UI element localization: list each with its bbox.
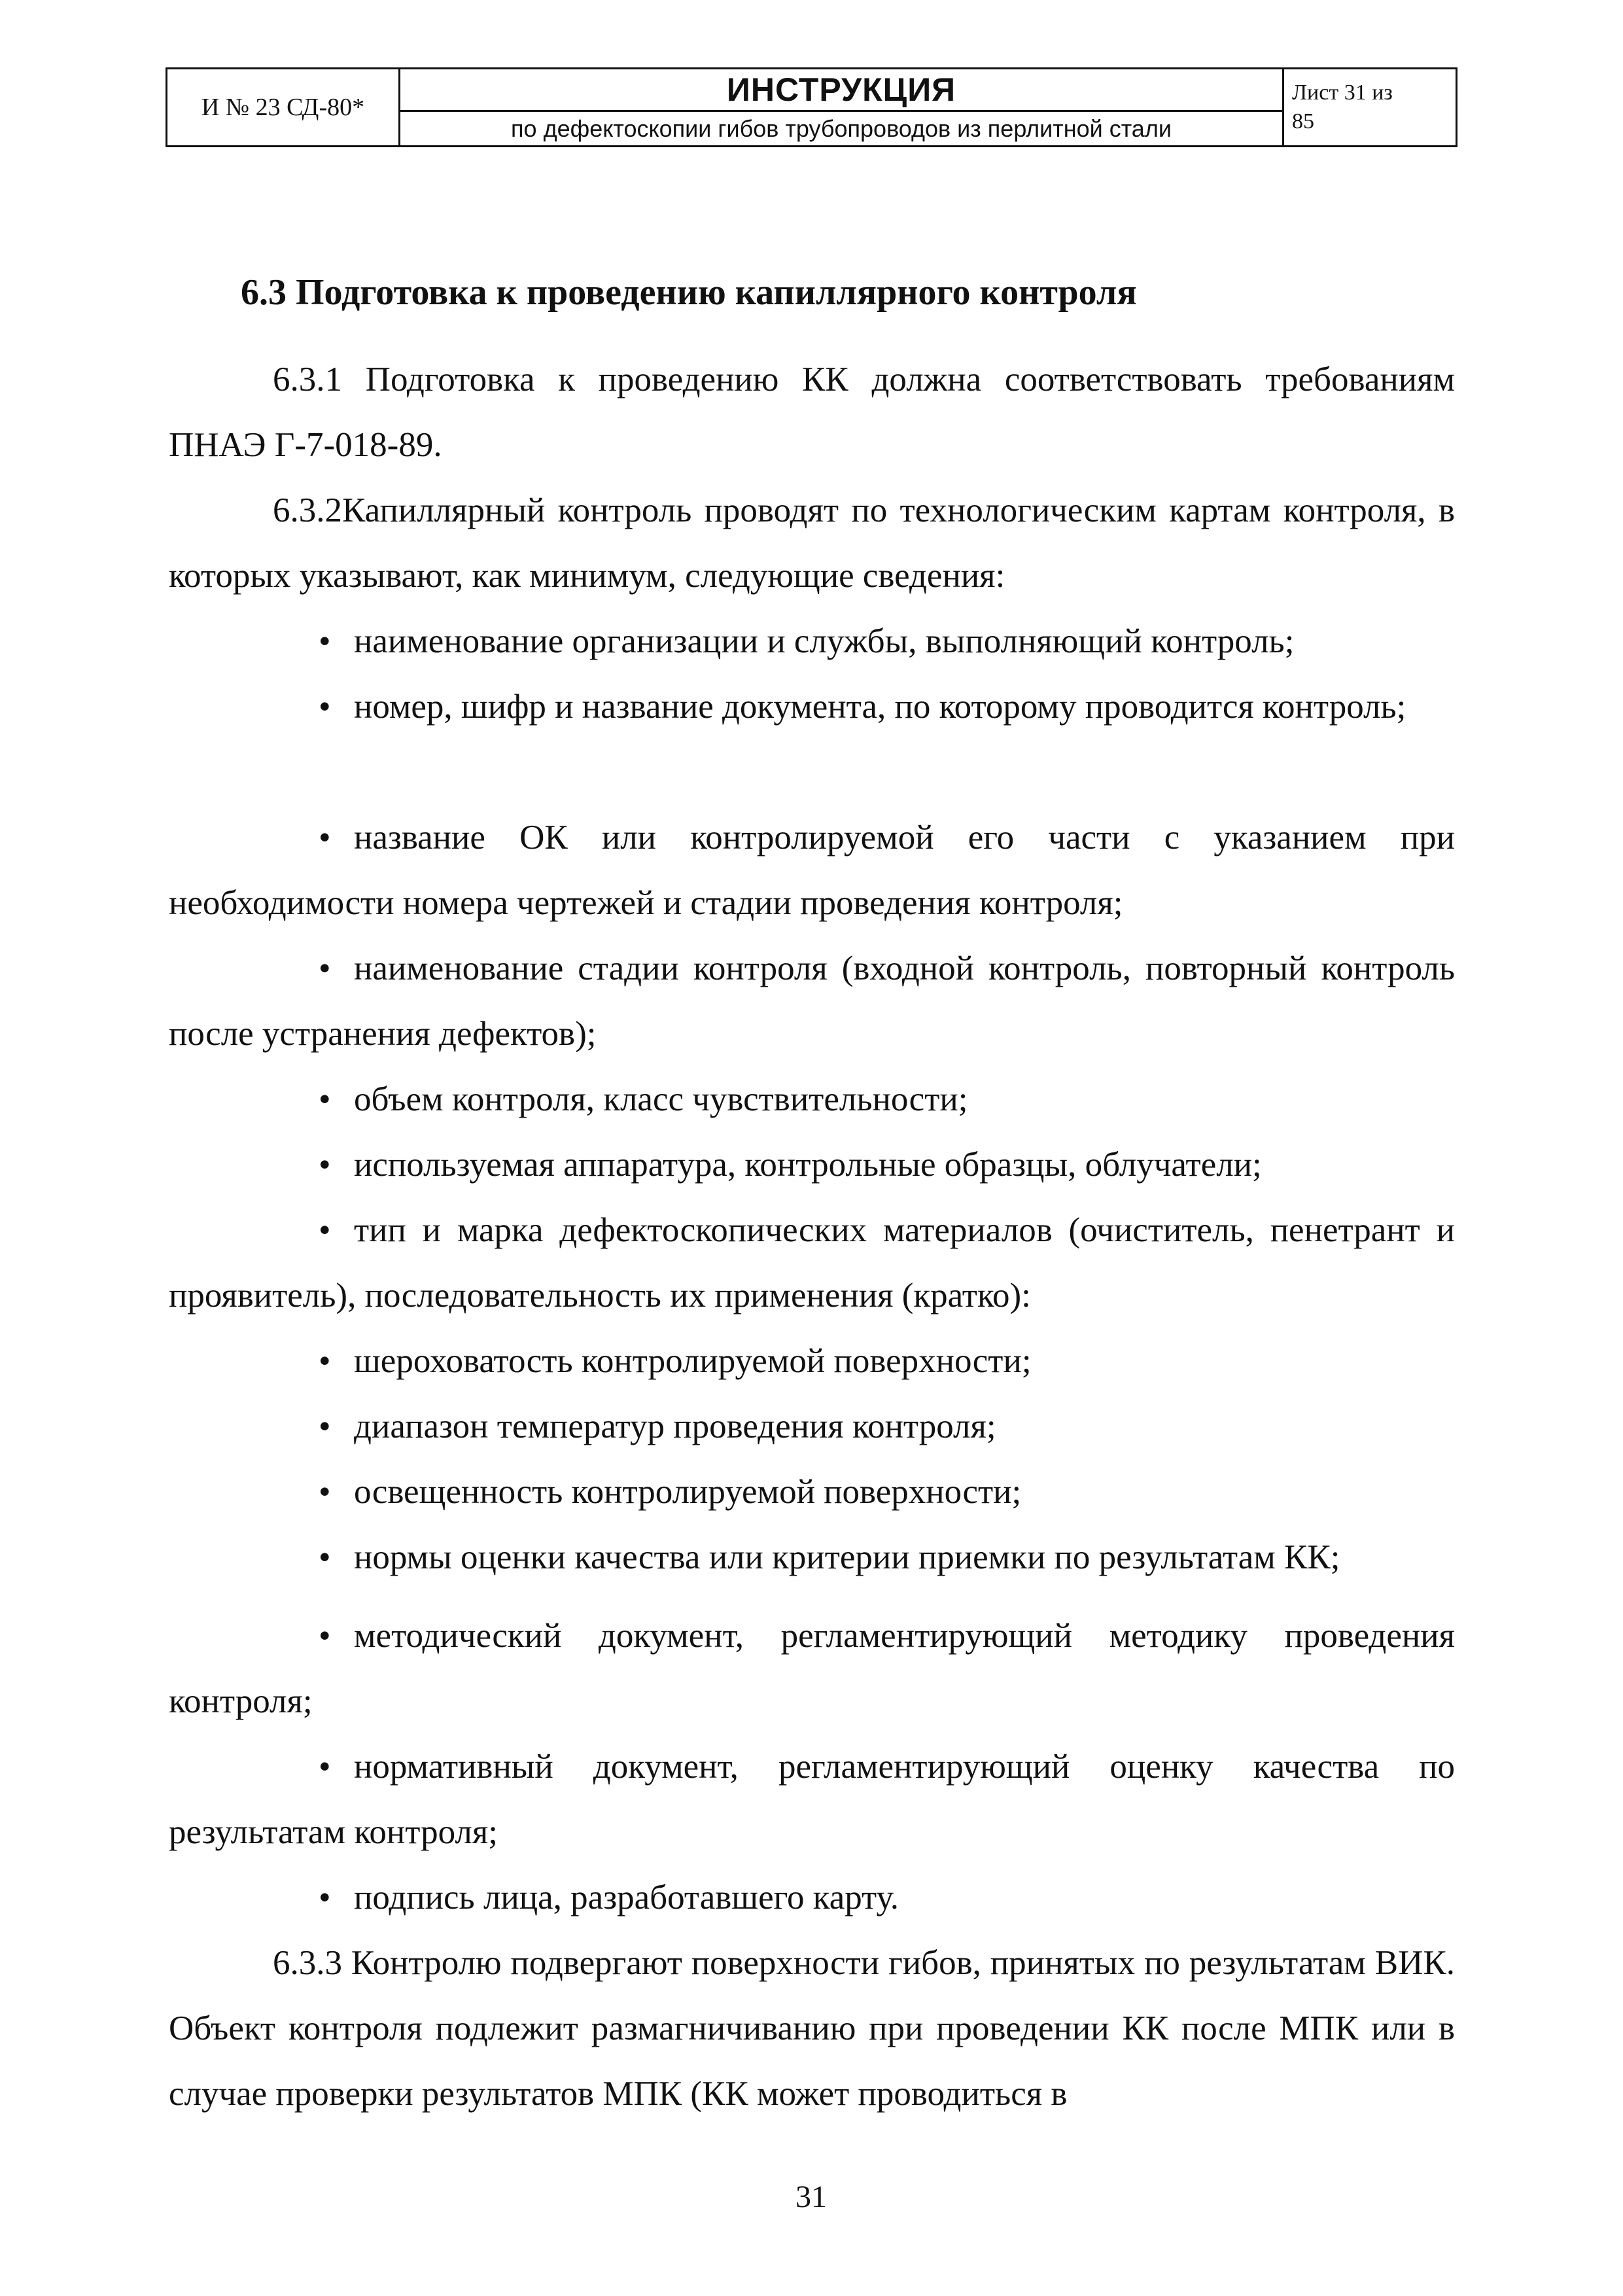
list-item: • освещенность контролируемой поверхности; [169, 1459, 1455, 1525]
document-title: ИНСТРУКЦИЯ [400, 69, 1282, 112]
sheet-total: 85 [1292, 109, 1314, 133]
list-item: • нормативный документ, регламентирующий оценку качества по результатам контроля; [169, 1734, 1455, 1865]
list-item: • подпись лица, разработавшего карту. [169, 1865, 1455, 1930]
list-item: • тип и марка дефектоскопических материалов (очиститель, пенетрант и проявитель), последовательность их применения (кратко): [169, 1197, 1455, 1328]
section-title: 6.3 Подготовка к проведению капиллярного контроля [241, 272, 1137, 313]
paragraph-6-3-2: 6.3.2Капиллярный контроль проводят по технологическим картам контроля, в которых указывают, как минимум, следующие сведения: [169, 491, 1455, 595]
list-item: • методический документ, регламентирующий методику проведения контроля; [169, 1603, 1455, 1734]
sheet-counter [1284, 69, 1456, 145]
header-title-block [400, 69, 1284, 145]
list-item: • наименование стадии контроля (входной контроль, повторный контроль после устранения дефектов); [169, 936, 1455, 1067]
document-number: И № 23 СД-80* [167, 69, 400, 145]
document-subtitle: по дефектоскопии гибов трубопроводов из перлитной стали [511, 115, 1172, 142]
document-header [166, 67, 1457, 147]
list-item: • диапазон температур проведения контроля; [169, 1394, 1455, 1459]
page-number: 31 [795, 2180, 827, 2214]
paragraph-6-3-1: 6.3.1 Подготовка к проведению КК должна соответствовать требованиям ПНАЭ Г-7-018-89. [169, 361, 1455, 464]
paragraph-6-3-3: 6.3.3 Контролю подвергают поверхности гибов, принятых по результатам ВИК. Объект контроля подлежит размагничиванию при проведении КК после МПК или в случае проверки результатов МПК (КК может проводиться в [169, 1944, 1455, 2113]
list-item: • нормы оценки качества или критерии приемки по результатам КК; [169, 1525, 1455, 1590]
list-item: • объем контроля, класс чувствительности; [169, 1067, 1455, 1132]
list-item: • наименование организации и службы, выполняющий контроль; [169, 609, 1455, 674]
list-item: • номер, шифр и название документа, по которому проводится контроль; [169, 674, 1455, 739]
sheet-label: Лист 31 из [1292, 80, 1393, 105]
list-item: • название ОК или контролируемой его части с указанием при необходимости номера чертежей и стадии проведения контроля; [169, 805, 1455, 936]
list-item: • шероховатость контролируемой поверхности; [169, 1328, 1455, 1394]
list-item: • используемая аппаратура, контрольные образцы, облучатели; [169, 1132, 1455, 1197]
